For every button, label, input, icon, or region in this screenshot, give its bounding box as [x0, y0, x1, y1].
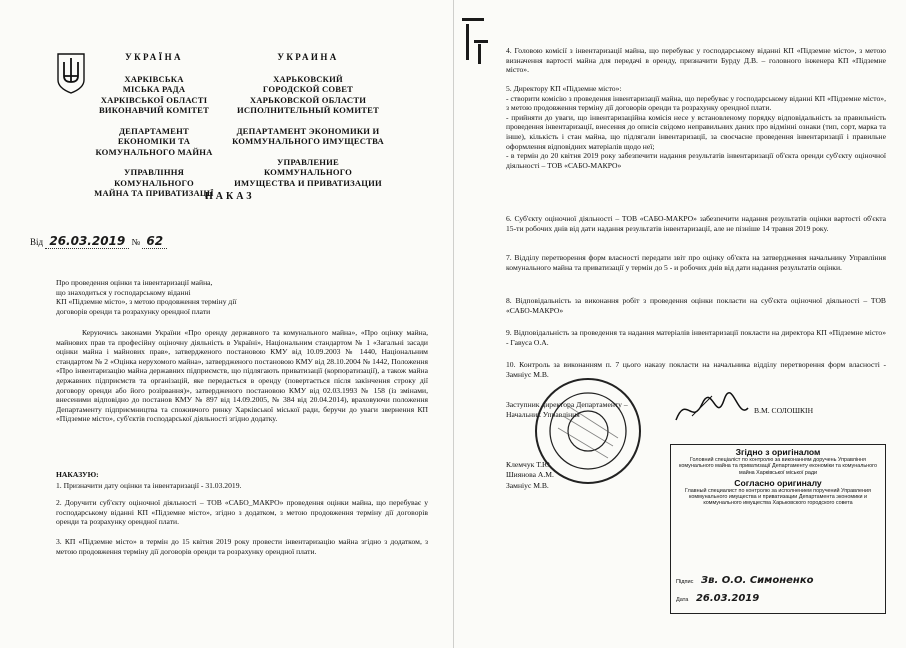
signature-icon	[672, 390, 752, 430]
order-item-10: 10. Контроль за виконанням п. 7 цього наказу покласти на начальника відділу перетворення форм власності - Замніус М.В.	[506, 360, 886, 379]
header-office-ua: УПРАВЛІННЯ КОМУНАЛЬНОГО МАЙНА ТА ПРИВАТИЗАЦІЇ	[94, 167, 214, 198]
signatory-name: В.М. СОЛОШКІН	[754, 406, 814, 415]
order-date-number	[30, 234, 167, 248]
header-dept-ua: ДЕПАРТАМЕНТ ЕКОНОМІКИ ТА КОМУНАЛЬНОГО МАЙНА	[95, 125, 213, 157]
stamp-date-value: 26.03.2019	[695, 593, 760, 604]
number-value: 62	[142, 234, 167, 249]
stamp-heading-ru: Согласно оригиналу	[734, 477, 822, 488]
stamp-sign-label: Підпис	[676, 579, 694, 585]
header-russian	[232, 52, 384, 198]
order-item-8: 8. Відповідальність за виконання робіт з проведення оцінки покласти на суб'єкта оціночної діяльності – ТОВ «САБО-МАКРО»	[506, 296, 886, 315]
stamp-date-label: Дата	[676, 597, 689, 603]
order-heading: НАКАЗУЮ:	[56, 470, 99, 479]
header-dept-ru: ДЕПАРТАМЕНТ ЭКОНОМИКИ И КОММУНАЛЬНОГО ИМУЩЕСТВА	[232, 125, 384, 146]
header-country-ua: УКРАЇНА	[125, 52, 183, 62]
header-office-ru: УПРАВЛЕНИЕ КОММУНАЛЬНОГО ИМУЩЕСТВА И ПРИВАТИЗАЦИИ	[234, 156, 382, 188]
stamp-text-ru: Главный специалист по контролю за исполнением поручений Управления коммунального имущества и приватизации Департамента экономики и коммунального имущества Харьковского городского совета	[685, 487, 871, 507]
order-item-7: 7. Відділу перетворення форм власності передати звіт про оцінку об'єкта на затвердження начальнику Управління комунального майна та приватизації у термін до 5 - и робочих днів від дати надання результатів оцінки.	[506, 253, 886, 272]
header-council-ua: ХАРКІВСЬКА МІСЬКА РАДА ХАРКІВСЬКОЇ ОБЛАСТІ ВИКОНАВЧИЙ КОМІТЕТ	[98, 73, 210, 115]
stamp-text-ua: Головний спеціаліст по контролю за виконанням доручень Управління комунального майна та приватизації Департаменту економіки та комунального майна Харківської міської ради	[678, 457, 877, 476]
number-prefix: №	[131, 237, 141, 247]
order-item-5: 5. Директору КП «Підземне місто»: - створити комісію з проведення інвентаризації майна, що перебуває у господарському віданні КП «Підземне місто», з метою продовження терміну дії договорів оренди та розрахунку орендної плати. - прийняти до уваги, що інвентаризаційна комісія несе у встановленому порядку відповідальність за правильність проведення інвентаризації, внесення до описів свідомо неправильних даних про відмінні ознаки (тип, сорт, марка та інше), кількість і стан майна, що підлягали інвентаризації, за своєчасне проведення інвентаризації і правильне оформлення відповідних матеріалів щодо неї; - в термін до 20 квітня 2019 року забезпечити надання результатів інвентаризації об'єкта оренди суб'єкту оціночної діяльності – ТОВ «САБО-МАКРО»	[506, 84, 886, 170]
order-subject: Про проведення оцінки та інвентаризації майна, що знаходиться у господарському віданні КП «Підземне місто», з метою продовження терміну дії договорів оренди та розрахунку орендної плати	[56, 278, 237, 316]
signatory-title: Заступник директора Департаменту – Начальник Управління	[506, 400, 628, 419]
stamp-sign-value: Зв. О.О. Симоненко	[701, 575, 814, 586]
scan-mark	[462, 18, 484, 21]
date-value: 26.03.2019	[45, 234, 129, 249]
header-ukrainian	[94, 52, 214, 209]
date-prefix: Від	[30, 237, 44, 247]
order-item-1: 1. Призначити дату оцінки та інвентаризації - 31.03.2019.	[56, 481, 242, 490]
stamp-date-row	[676, 593, 759, 604]
order-item-4: 4. Головою комісії з інвентаризації майна, що перебуває у господарському віданні КП «Підземне місто», з метою визначення вартості майна для передачі в оренду, призначити Бурду Д.В. – головного інженера КП «Підземне місто».	[506, 46, 886, 75]
copy-verification-stamp	[670, 444, 886, 614]
executors-list: Клемчук Т.Ю. Шиянова А.М. Замніус М.В.	[506, 460, 554, 490]
order-item-3: 3. КП «Підземне місто» в термін до 15 квітня 2019 року провести інвентаризацію майна згідно з додатком, з метою продовження терміну дії договорів оренди та розрахунку орендної плати.	[56, 537, 428, 556]
order-item-6: 6. Суб'єкту оціночної діяльності – ТОВ «САБО-МАКРО» забезпечити надання результатів оцінки вартості об'єкта 15-ти робочих днів від дати надання результатів інвентаризації, але не пізніше 14 травня 2019 року.	[506, 214, 886, 233]
scan-mark	[474, 40, 488, 43]
preamble-paragraph: Керуючись законами України «Про оренду державного та комунального майна», «Про оцінку майна, майнових прав та професійну оціночну діяльність в Україні», Національним стандартом № 1 «Загальні засади оцінки майна і майнових прав», затвердженого постановою КМУ від 10.09.2003 № 1440, Національним стандартом № 2 «Оцінка нерухомого майна», затвердженого постановою КМУ від 28.10.2004 № 1442, Положення «Про інвентаризацію майна державних підприємств, що підлягають приватизації (корпоратизації), а також майна державних підприємств та організацій, яке передається в оренду (повертається після закінчення строку дії договору оренди або його розірвання)», затвердженого постановою КМУ від 02.03.1993 № 158 (із змінами, внесеними відповідно до постанов КМУ № 897 від 14.09.2005, № 384 від 20.04.2014), враховуючи положення Департаменту підприємництва та споживчого ринку Харківської міської ради, беручи до уваги звернення КП «Підземне місто», суб'єктів господарської діяльності згідно додатку.	[56, 328, 428, 424]
document-title: НАКАЗ	[205, 191, 255, 202]
round-seal-icon	[533, 376, 643, 486]
header-country-ru: УКРАИНА	[277, 52, 339, 62]
scan-mark	[466, 24, 469, 60]
header-council-ru: ХАРЬКОВСКИЙ ГОРОДСКОЙ СОВЕТ ХАРЬКОВСКОЙ ОБЛАСТИ ИСПОЛНИТЕЛЬНЫЙ КОМИТЕТ	[236, 73, 380, 115]
scan-mark	[478, 44, 481, 64]
order-item-9: 9. Відповідальність за проведення та надання матеріалів інвентаризації покласти на директора КП «Підземне місто» - Гавуса О.А.	[506, 328, 886, 347]
trident-emblem-icon	[56, 52, 86, 94]
stamp-sign-row	[676, 575, 814, 586]
order-item-2: 2. Доручити суб'єкту оціночної діяльності – ТОВ «САБО_МАКРО» проведення оцінки майна, що перебуває у господарському віданні КП «Підземне місто», згідно з додатком, з метою продовження терміну дії договорів оренди та розрахунку орендної плати.	[56, 498, 428, 527]
stamp-heading-ua: Згідно з оригіналом	[735, 447, 821, 457]
